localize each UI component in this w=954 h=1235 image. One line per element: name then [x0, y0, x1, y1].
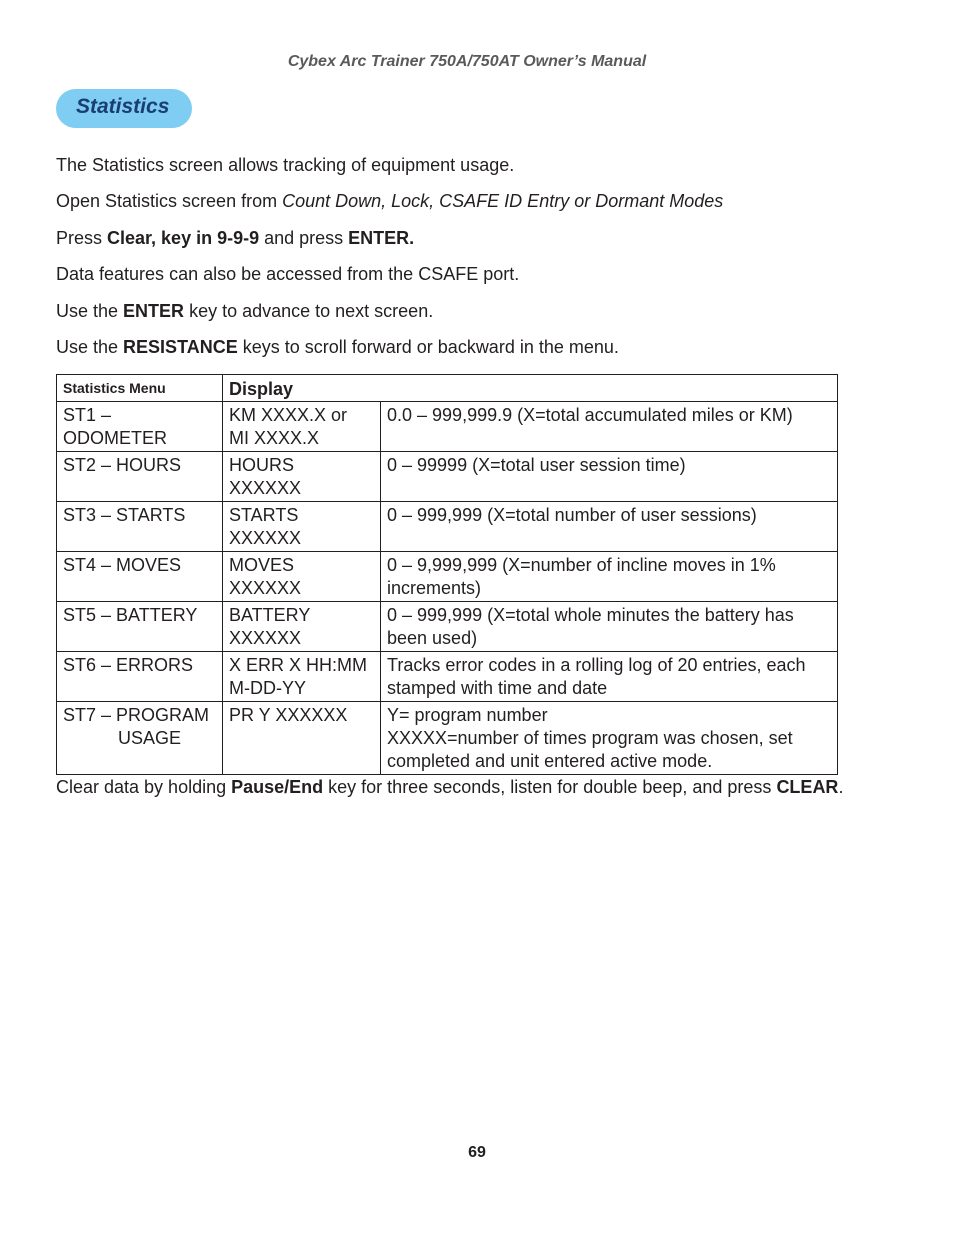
display-cell-line: PR Y XXXXXX	[229, 705, 348, 725]
note-c: key for three seconds, listen for double beep, and press	[323, 777, 777, 797]
display-cell	[223, 702, 381, 775]
running-header: Cybex Arc Trainer 750A/750AT Owner’s Manual	[287, 53, 647, 70]
menu-cell-line: ST2 – HOURS	[63, 455, 182, 475]
display-cell-line: XXXXXX	[229, 578, 302, 598]
statistics-table	[56, 374, 838, 775]
display-cell-line: KM XXXX.X or	[229, 405, 348, 425]
table-row	[57, 652, 838, 702]
menu-cell-line: ST7 – PROGRAM	[63, 705, 210, 725]
display-cell-line: BATTERY	[229, 605, 311, 625]
table-row	[57, 452, 838, 502]
table-row	[57, 402, 838, 452]
note-clear: CLEAR	[776, 777, 839, 797]
description-cell-line: 0 – 99999 (X=total user session time)	[387, 455, 686, 475]
intro-p6-c: keys to scroll forward or backward in the menu.	[237, 337, 619, 357]
display-cell-line: HOURS	[229, 455, 295, 475]
display-cell-line: M-DD-YY	[229, 678, 306, 698]
display-cell-line: XXXXXX	[229, 628, 302, 648]
intro-p2-text: Open Statistics screen from	[56, 191, 283, 211]
menu-cell-line: ST5 – BATTERY	[63, 605, 198, 625]
menu-cell-line: ODOMETER	[63, 428, 168, 448]
intro-paragraph-6	[56, 337, 619, 358]
description-cell	[381, 552, 838, 602]
section-title-pill	[56, 89, 192, 128]
description-cell-line: 0 – 999,999 (X=total whole minutes the battery has	[387, 605, 794, 625]
note-a: Clear data by holding	[56, 777, 232, 797]
description-cell	[381, 502, 838, 552]
header-display: Display	[223, 375, 838, 402]
display-cell	[223, 452, 381, 502]
description-cell-line: 0.0 – 999,999.9 (X=total accumulated miles or KM)	[387, 405, 793, 425]
menu-cell	[57, 452, 223, 502]
display-cell	[223, 602, 381, 652]
intro-paragraph-2	[56, 191, 723, 212]
description-cell-line: completed and unit entered active mode.	[387, 751, 713, 771]
section-title: Statistics	[76, 95, 170, 118]
description-cell	[381, 602, 838, 652]
table-row	[57, 602, 838, 652]
display-cell	[223, 552, 381, 602]
intro-p3-a: Press	[56, 228, 108, 248]
description-cell-line: been used)	[387, 628, 478, 648]
display-cell	[223, 652, 381, 702]
note-e: .	[838, 777, 844, 797]
intro-paragraph-5	[56, 301, 433, 322]
intro-p5-enter: ENTER	[123, 301, 185, 321]
menu-cell	[57, 602, 223, 652]
description-cell	[381, 452, 838, 502]
intro-paragraph-4: Data features can also be accessed from the CSAFE port.	[56, 264, 520, 284]
description-cell-line: stamped with time and date	[387, 678, 608, 698]
description-cell	[381, 652, 838, 702]
intro-paragraph-1: The Statistics screen allows tracking of equipment usage.	[56, 155, 515, 175]
description-cell-line: Y= program number	[387, 705, 548, 725]
intro-p6-resistance: RESISTANCE	[123, 337, 238, 357]
display-cell	[223, 502, 381, 552]
intro-p2-modes: Count Down, Lock, CSAFE ID Entry or Dormant Modes	[282, 191, 724, 211]
menu-cell	[57, 402, 223, 452]
menu-cell	[57, 502, 223, 552]
intro-p6-a: Use the	[56, 337, 124, 357]
description-cell-line: 0 – 999,999 (X=total number of user sessions)	[387, 505, 757, 525]
intro-p3-c: and press	[259, 228, 349, 248]
intro-p3-keys: Clear, key in 9-9-9	[107, 228, 260, 248]
clear-data-note	[56, 777, 843, 798]
menu-cell	[57, 702, 223, 775]
description-cell-line: Tracks error codes in a rolling log of 20 entries, each	[387, 655, 806, 675]
table-row	[57, 502, 838, 552]
note-pause-end: Pause/End	[231, 777, 324, 797]
page-number: 69	[468, 1144, 486, 1161]
intro-p5-c: key to advance to next screen.	[184, 301, 434, 321]
description-cell	[381, 702, 838, 775]
table-row	[57, 702, 838, 775]
display-cell-line: STARTS	[229, 505, 299, 525]
display-cell	[223, 402, 381, 452]
menu-cell-line: ST6 – ERRORS	[63, 655, 194, 675]
display-cell-line: X ERR X HH:MM	[229, 655, 368, 675]
menu-cell-line: ST1 –	[63, 405, 112, 425]
display-cell-line: MOVES	[229, 555, 295, 575]
display-cell-line: XXXXXX	[229, 528, 302, 548]
menu-cell-line: ST4 – MOVES	[63, 555, 182, 575]
menu-cell-line: ST3 – STARTS	[63, 505, 186, 525]
intro-paragraph-3	[56, 228, 414, 249]
description-cell-line: XXXXX=number of times program was chosen, set	[387, 728, 793, 748]
intro-p3-enter: ENTER.	[348, 228, 415, 248]
description-cell	[381, 402, 838, 452]
description-cell-line: increments)	[387, 578, 482, 598]
table-row	[57, 552, 838, 602]
menu-cell-line: USAGE	[118, 728, 182, 748]
intro-p5-a: Use the	[56, 301, 124, 321]
description-cell-line: 0 – 9,999,999 (X=number of incline moves in 1%	[387, 555, 776, 575]
menu-cell	[57, 652, 223, 702]
menu-cell	[57, 552, 223, 602]
display-cell-line: MI XXXX.X	[229, 428, 320, 448]
header-statistics-menu: Statistics Menu	[57, 375, 223, 402]
table-header-row	[57, 375, 838, 402]
display-cell-line: XXXXXX	[229, 478, 302, 498]
